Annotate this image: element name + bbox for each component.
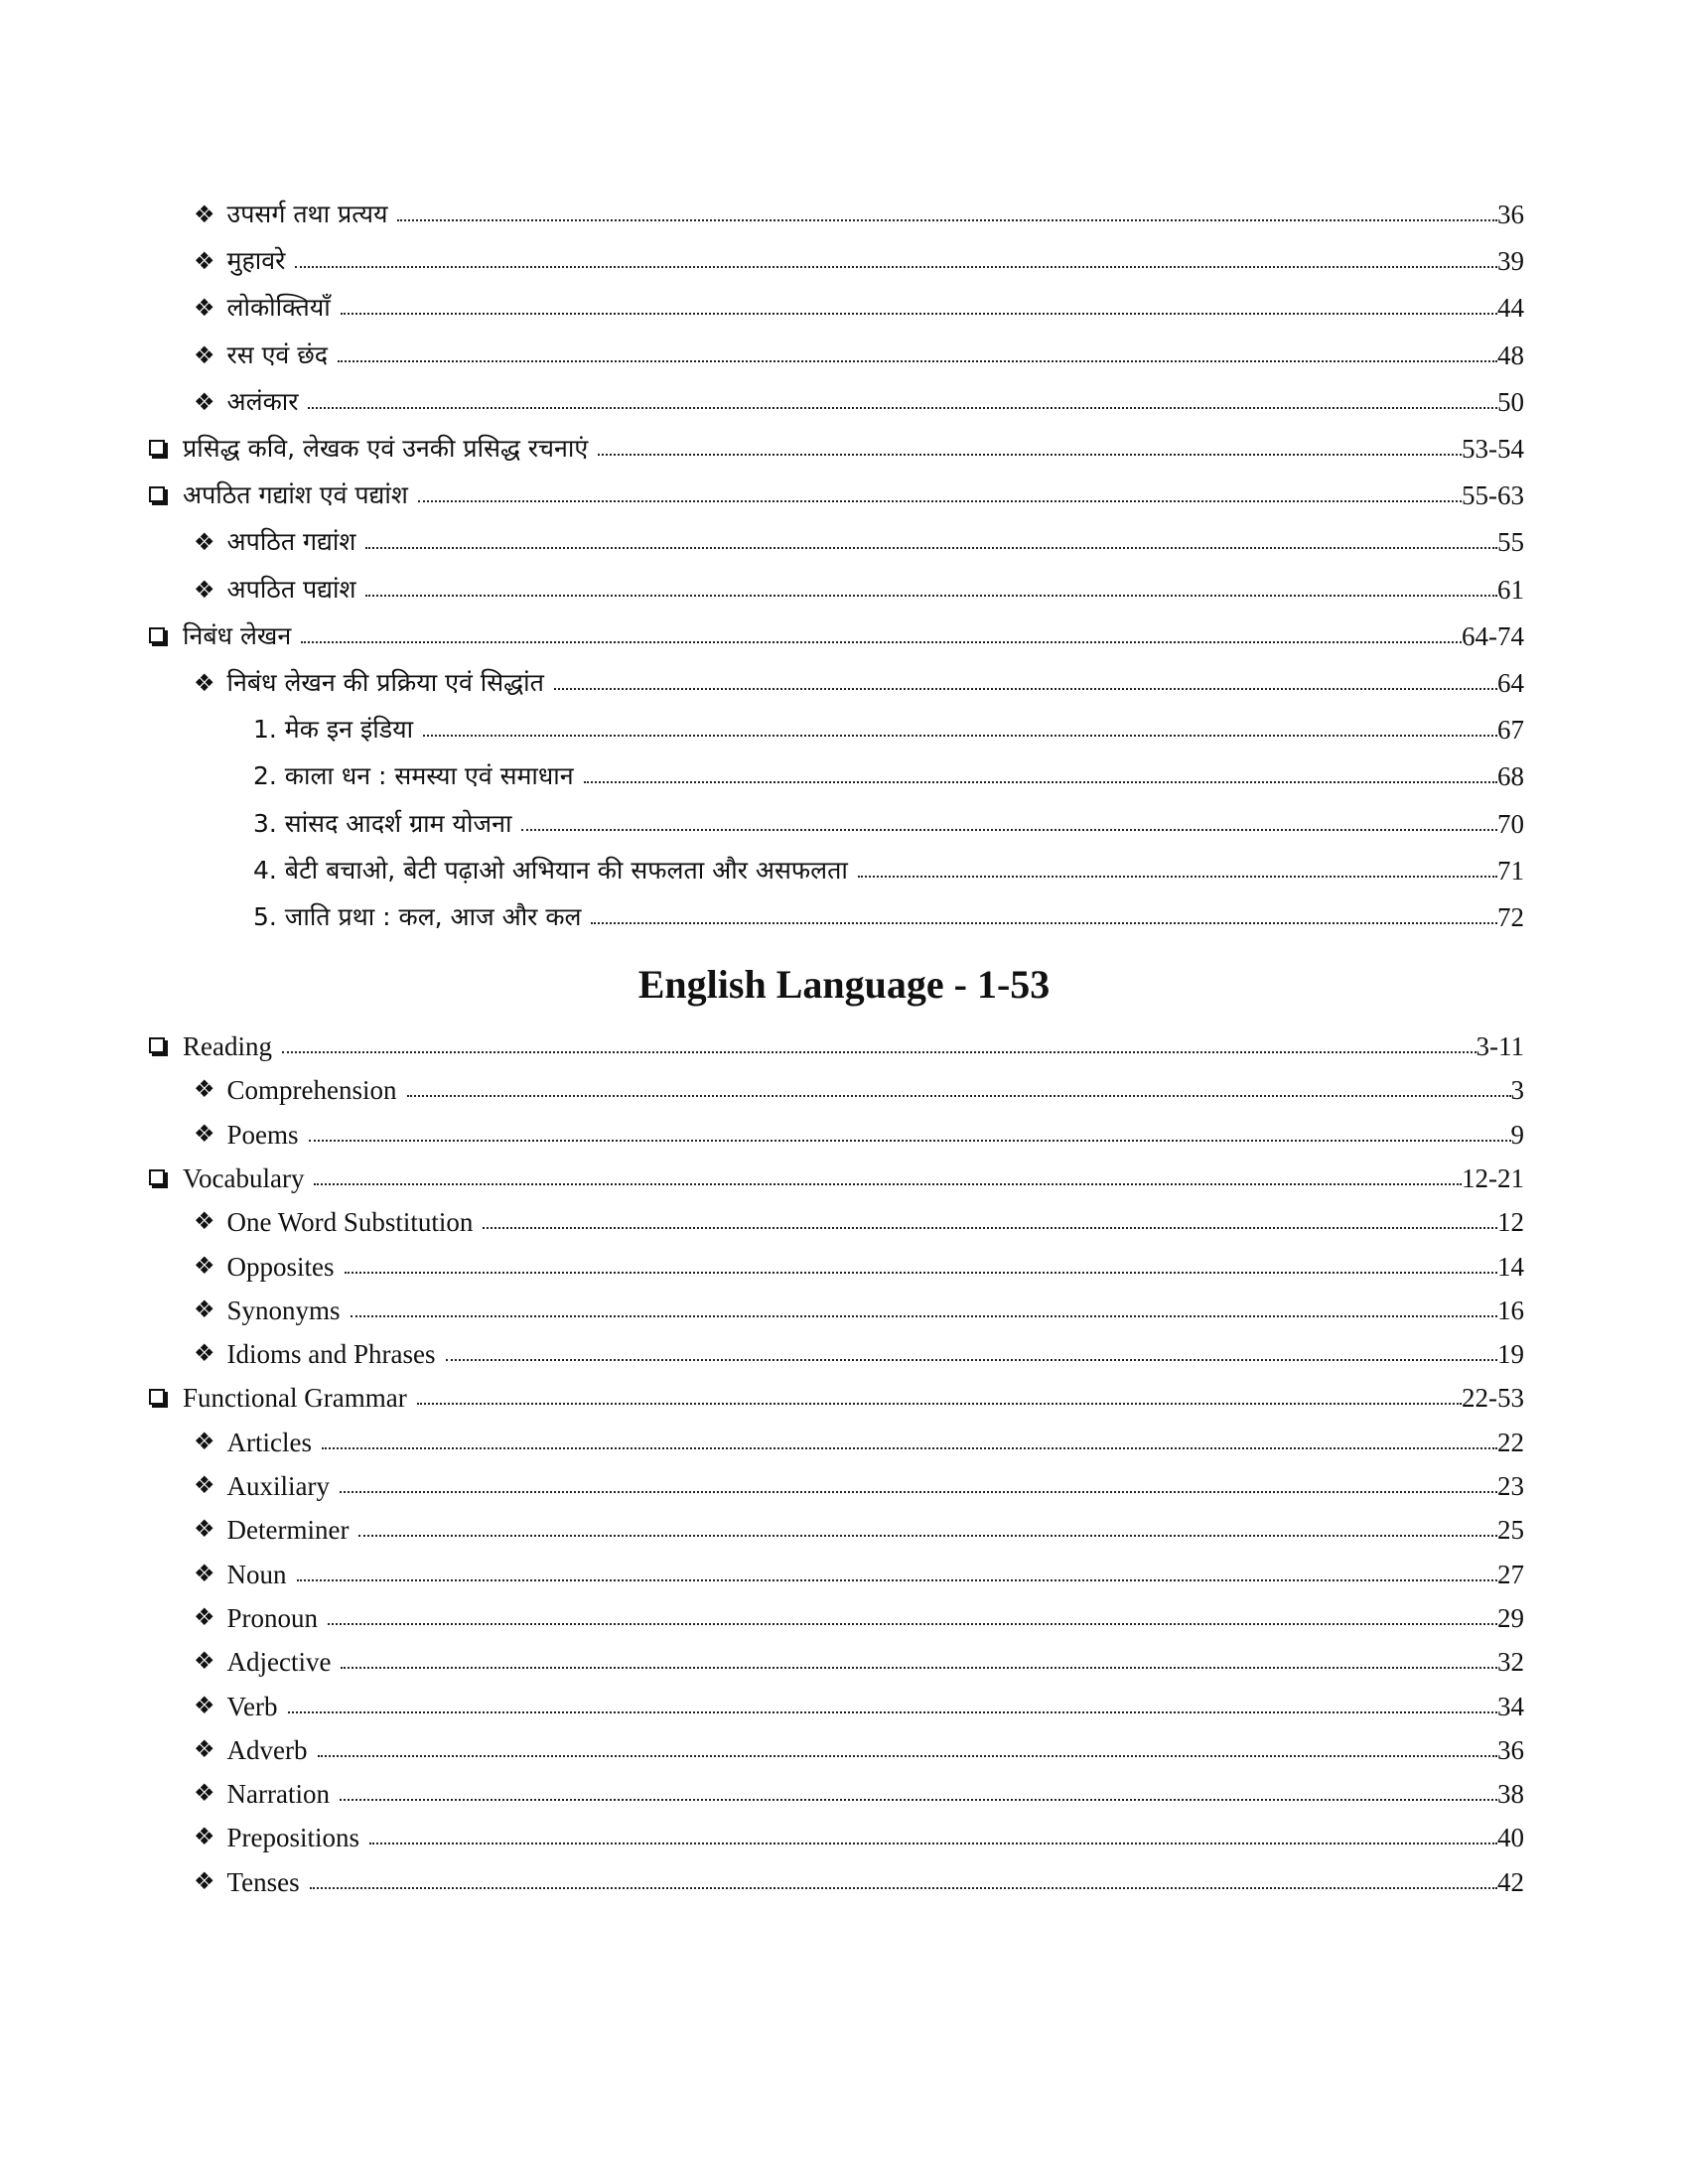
dot-leader [340,1799,1497,1801]
toc-page-number: 36 [1497,1734,1524,1765]
diamond-bullet-icon: ❖ [194,1473,215,1499]
toc-entry-label: उपसर्ग तथा प्रत्यय [226,200,388,228]
dot-leader [598,454,1462,456]
toc-page-number: 48 [1497,340,1524,370]
toc-page-number: 55 [1497,527,1524,558]
toc-entry-label: मुहावरे [226,246,286,276]
toc-entry[interactable] [149,237,1524,277]
toc-page-number: 53-54 [1462,434,1524,464]
dot-leader [345,1272,1497,1274]
checkbox-square-icon [149,1389,165,1405]
toc-entry[interactable] [149,191,1524,230]
toc-entry[interactable] [149,800,1524,840]
toc-page-number: 3-11 [1476,1031,1524,1061]
toc-entry[interactable] [149,1374,1524,1414]
toc-entry-label: Prepositions [226,1823,360,1853]
toc-entry[interactable] [149,566,1524,606]
toc-entry-label: Poems [226,1119,299,1150]
toc-entry[interactable] [149,1726,1524,1766]
toc-page-number: 9 [1510,1119,1524,1150]
dot-leader [297,1579,1497,1581]
dot-leader [340,1491,1497,1493]
dot-leader [288,1711,1498,1713]
dot-leader [365,547,1497,549]
dot-leader [483,1227,1497,1229]
toc-entry-label: Reading [183,1031,272,1061]
dot-leader [407,1095,1511,1097]
toc-entry[interactable] [149,1023,1524,1062]
dot-leader [308,407,1497,409]
toc-entry[interactable] [149,1198,1524,1238]
toc-page-number: 3 [1510,1075,1524,1106]
toc-entry-label: Articles [226,1427,312,1457]
toc-entry[interactable] [149,1330,1524,1370]
toc-entry-label: Narration [226,1779,330,1810]
toc-entry-label: 4. बेटी बचाओ, बेटी पढ़ाओ अभियान की सफलता और असफलता [253,855,848,885]
toc-entry[interactable] [149,1551,1524,1590]
toc-page-number: 72 [1497,902,1524,932]
toc-entry[interactable] [149,1638,1524,1678]
toc-entry-label: अपठित गद्यांश [226,527,356,557]
english-language-heading: English Language - 1-53 [637,962,1051,1007]
toc-page-number: 12 [1497,1207,1524,1238]
toc-entry-label: 5. जाति प्रथा : कल, आज और कल [253,902,582,931]
toc-page-number: 29 [1497,1602,1524,1633]
toc-page-number: 61 [1497,574,1524,605]
diamond-bullet-icon: ❖ [194,1781,215,1808]
toc-entry[interactable] [149,332,1524,371]
dot-leader [521,829,1497,831]
dot-leader [310,1887,1497,1889]
dot-leader [858,876,1497,878]
dot-leader [338,360,1497,362]
toc-entry[interactable] [149,1111,1524,1151]
toc-entry-label: Comprehension [226,1075,397,1106]
toc-page-number: 71 [1497,855,1524,886]
diamond-bullet-icon: ❖ [194,294,215,323]
toc-page-number: 55-63 [1462,480,1524,511]
diamond-bullet-icon: ❖ [194,1868,215,1895]
toc-entry-label: 2. काला धन : समस्या एवं समाधान [253,761,574,791]
toc-page-number: 50 [1497,386,1524,417]
dot-leader [301,641,1462,643]
toc-entry-label: 3. सांसद आदर्श ग्राम योजना [253,808,512,838]
dot-leader [418,500,1462,502]
toc-entry[interactable] [149,518,1524,558]
diamond-bullet-icon: ❖ [194,1077,215,1104]
dot-leader [351,1315,1497,1317]
toc-entry[interactable] [149,1858,1524,1898]
diamond-bullet-icon: ❖ [194,201,215,228]
toc-entry-label: Verb [226,1691,278,1721]
checkbox-square-icon [149,1037,165,1053]
diamond-bullet-icon: ❖ [194,1341,215,1368]
checkbox-square-icon [149,1169,165,1185]
toc-page-number: 42 [1497,1866,1524,1897]
checkbox-square-icon [149,486,165,502]
dot-leader [309,1140,1511,1142]
toc-page-number: 34 [1497,1691,1524,1721]
toc-entry-label: Vocabulary [183,1162,305,1193]
dot-leader [365,595,1497,597]
toc-entry-label: Adjective [226,1647,332,1678]
toc-page-number: 68 [1497,761,1524,792]
toc-entry[interactable] [149,1155,1524,1194]
toc-entry-label: 1. मेक इन इंडिया [253,715,414,745]
diamond-bullet-icon: ❖ [194,247,215,276]
diamond-bullet-icon: ❖ [194,1604,215,1631]
toc-entry[interactable] [149,472,1524,511]
toc-page-number: 64-74 [1462,620,1524,651]
dot-leader [446,1359,1498,1361]
toc-entry-label: निबंध लेखन की प्रक्रिया एवं सिद्धांत [226,668,544,697]
diamond-bullet-icon: ❖ [194,528,215,557]
dot-leader [341,1667,1497,1669]
toc-entry-label: Synonyms [226,1295,341,1325]
toc-page-number: 22 [1497,1427,1524,1457]
toc-page-number: 16 [1497,1295,1524,1325]
toc-entry[interactable] [149,1683,1524,1722]
toc-entry[interactable] [149,1594,1524,1634]
dot-leader [322,1447,1497,1449]
diamond-bullet-icon: ❖ [194,1121,215,1148]
diamond-bullet-icon: ❖ [194,575,215,604]
toc-page-number: 23 [1497,1471,1524,1501]
diamond-bullet-icon: ❖ [194,1209,215,1236]
toc-entry[interactable] [149,378,1524,418]
toc-entry-label: रस एवं छंद [226,340,329,369]
toc-entry-label: Adverb [226,1734,308,1765]
toc-entry-label: अपठित पद्यांश [226,574,356,604]
dot-leader [591,922,1497,924]
toc-entry[interactable] [149,613,1524,652]
toc-page-number: 36 [1497,200,1524,229]
toc-page-number: 27 [1497,1559,1524,1589]
dot-leader [369,1843,1497,1844]
dot-leader [341,313,1497,315]
dot-leader [295,266,1497,268]
toc-entry[interactable] [149,706,1524,746]
diamond-bullet-icon: ❖ [194,1561,215,1587]
toc-entry[interactable] [149,1506,1524,1546]
toc-entry-label: Functional Grammar [183,1383,407,1414]
diamond-bullet-icon: ❖ [194,341,215,369]
checkbox-square-icon [149,627,165,643]
toc-entry[interactable] [149,1419,1524,1458]
toc-entry-label: Idioms and Phrases [226,1339,436,1370]
toc-entry-label: Auxiliary [226,1471,330,1501]
toc-entry[interactable] [149,284,1524,324]
diamond-bullet-icon: ❖ [194,1429,215,1455]
toc-page-number: 32 [1497,1647,1524,1678]
dot-leader [328,1623,1497,1625]
diamond-bullet-icon: ❖ [194,1736,215,1763]
toc-page-number: 25 [1497,1515,1524,1546]
toc-entry-label: अलंकार [226,386,299,416]
toc-page-number: 67 [1497,715,1524,746]
toc-entry-label: One Word Substitution [226,1207,474,1238]
dot-leader [584,781,1497,783]
toc-entry[interactable] [149,893,1524,933]
diamond-bullet-icon: ❖ [194,387,215,416]
toc-entry[interactable] [149,1066,1524,1106]
toc-page-number: 64 [1497,668,1524,698]
toc-page-number: 14 [1497,1251,1524,1282]
toc-entry-label: Pronoun [226,1602,319,1633]
toc-entry-label: Determiner [226,1515,350,1546]
dot-leader [423,735,1497,737]
toc-page-number: 44 [1497,293,1524,324]
diamond-bullet-icon: ❖ [194,1693,215,1719]
toc-page-number: 38 [1497,1779,1524,1810]
diamond-bullet-icon: ❖ [194,1297,215,1323]
dot-leader [318,1755,1498,1757]
toc-entry-label: Opposites [226,1251,335,1282]
toc-entry-label: Tenses [226,1866,300,1897]
dot-leader [417,1403,1462,1405]
diamond-bullet-icon: ❖ [194,1253,215,1280]
diamond-bullet-icon: ❖ [194,1649,215,1676]
toc-entry-label: निबंध लेखन [183,620,292,650]
toc-entry[interactable] [149,659,1524,699]
checkbox-square-icon [149,440,165,456]
diamond-bullet-icon: ❖ [194,669,215,697]
toc-entry-label: लोकोक्तियाँ [226,293,331,323]
toc-entry[interactable] [149,1243,1524,1283]
toc-page-number: 40 [1497,1823,1524,1853]
toc-entry[interactable] [149,847,1524,887]
toc-page-number: 22-53 [1462,1383,1524,1414]
toc-entry[interactable] [149,1770,1524,1810]
toc-entry[interactable] [149,1462,1524,1502]
toc-entry[interactable] [149,752,1524,792]
toc-page-number: 19 [1497,1339,1524,1370]
toc-entry[interactable] [149,425,1524,465]
toc-entry-label: अपठित गद्यांश एवं पद्यांश [183,480,408,510]
toc-entry[interactable] [149,1814,1524,1853]
dot-leader [358,1535,1497,1537]
toc-page-number: 70 [1497,808,1524,839]
toc-entry-label: प्रसिद्ध कवि, लेखक एवं उनकी प्रसिद्ध रचनाएं [183,434,589,463]
diamond-bullet-icon: ❖ [194,1517,215,1544]
dot-leader [554,688,1497,690]
toc-page-number: 12-21 [1462,1162,1524,1193]
dot-leader [397,219,1497,221]
dot-leader [314,1183,1462,1185]
dot-leader [282,1051,1477,1053]
diamond-bullet-icon: ❖ [194,1825,215,1851]
toc-page-number: 39 [1497,246,1524,277]
toc-entry-label: Noun [226,1559,287,1589]
toc-entry[interactable] [149,1287,1524,1326]
